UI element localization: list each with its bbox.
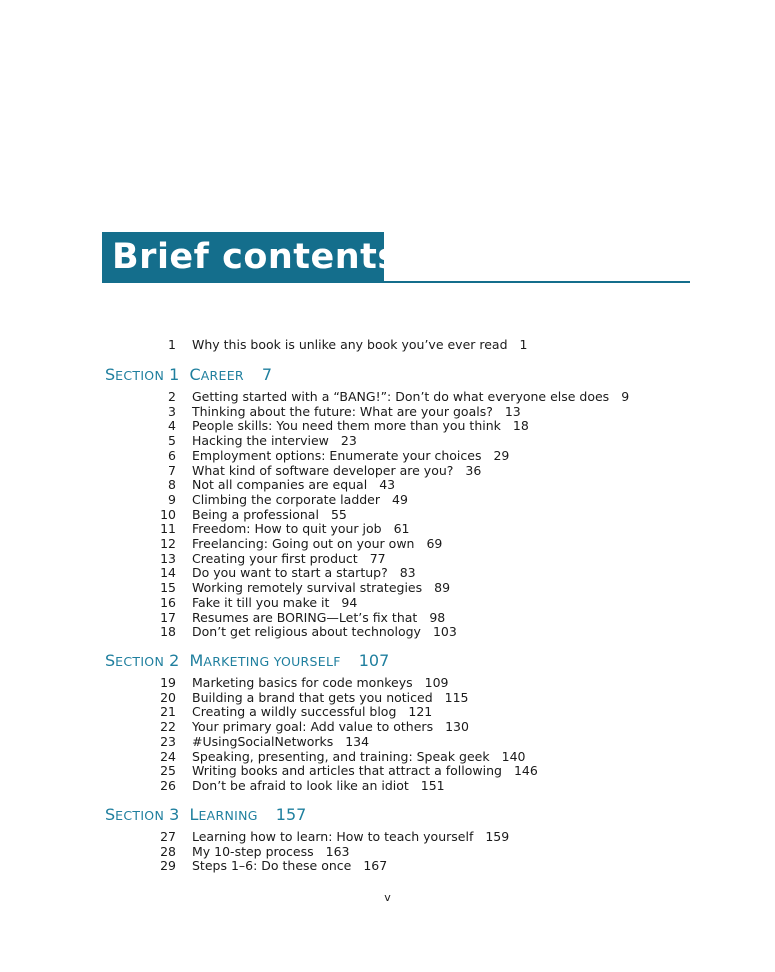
chapter-page: 146 [513, 763, 538, 778]
chapter-title[interactable]: Your primary goal: Add value to others 130 [192, 719, 469, 734]
chapter-title[interactable]: Being a professional 55 [192, 507, 347, 522]
section-page: 157 [275, 805, 307, 824]
chapter-number: 14 [160, 565, 176, 580]
chapter-title[interactable]: Marketing basics for code monkeys 109 [192, 675, 449, 690]
chapter-title[interactable]: Thinking about the future: What are your goals? 13 [192, 404, 521, 419]
chapter-page: 89 [434, 580, 451, 595]
chapter-page: 18 [512, 418, 529, 433]
chapter-title[interactable]: Creating a wildly successful blog 121 [192, 704, 433, 719]
chapter-number: 24 [160, 749, 176, 764]
chapter-page: 163 [325, 844, 350, 859]
chapter-title[interactable]: Climbing the corporate ladder 49 [192, 492, 408, 507]
chapter-page: 9 [621, 389, 630, 404]
chapter-number: 9 [168, 492, 176, 507]
chapter-page: 13 [504, 404, 521, 419]
chapter-number: 18 [160, 624, 176, 639]
section-name-small: AREER [200, 368, 244, 383]
chapter-page: 140 [501, 749, 526, 764]
section-page: 7 [261, 365, 273, 384]
chapter-page: 94 [341, 595, 358, 610]
chapter-page: 77 [369, 551, 386, 566]
chapter-title[interactable]: Freedom: How to quit your job 61 [192, 521, 410, 536]
chapter-number: 25 [160, 763, 176, 778]
chapter-number: 7 [168, 463, 176, 478]
chapter-number: 19 [160, 675, 176, 690]
chapter-page: 98 [429, 610, 446, 625]
chapter-number: 23 [160, 734, 176, 749]
chapter-title[interactable]: #UsingSocialNetworks 134 [192, 734, 370, 749]
section-name-head: L [189, 805, 199, 824]
chapter-title[interactable]: What kind of software developer are you? 36 [192, 463, 482, 478]
section-label-num: 2 [164, 651, 190, 670]
chapter-number: 26 [160, 778, 176, 793]
chapter-number: 3 [168, 404, 176, 419]
section-page: 107 [358, 651, 390, 670]
chapter-title[interactable]: Speaking, presenting, and training: Speak geek 140 [192, 749, 526, 764]
section-label-num: 3 [164, 805, 190, 824]
section-label-small: ECTION [115, 368, 165, 383]
section-label-head: S [105, 651, 116, 670]
chapter-number: 11 [160, 521, 176, 536]
chapter-title[interactable]: People skills: You need them more than you think 18 [192, 418, 529, 433]
chapter-number: 21 [160, 704, 176, 719]
title-rule [384, 281, 690, 283]
chapter-number: 6 [168, 448, 176, 463]
page-title: Brief contents [112, 237, 399, 277]
chapter-page: 43 [379, 477, 396, 492]
section-label-small: ECTION [115, 808, 165, 823]
chapter-page: 36 [465, 463, 482, 478]
section-label-num: 1 [164, 365, 190, 384]
chapter-number: 13 [160, 551, 176, 566]
chapter-title[interactable]: Working remotely survival strategies 89 [192, 580, 451, 595]
section-name-head: M [189, 651, 204, 670]
chapter-title[interactable]: Getting started with a “BANG!”: Don’t do what everyone else does 9 [192, 389, 630, 404]
chapter-page: 69 [426, 536, 443, 551]
section-heading[interactable] [105, 365, 272, 385]
chapter-page: 159 [485, 829, 510, 844]
chapter-page: 83 [399, 565, 416, 580]
chapter-title[interactable]: Why this book is unlike any book you’ve ever read 1 [192, 337, 528, 352]
chapter-number: 8 [168, 477, 176, 492]
chapter-number: 20 [160, 690, 176, 705]
chapter-page: 134 [345, 734, 370, 749]
chapter-page: 29 [493, 448, 510, 463]
page-title-banner [102, 232, 690, 283]
page-number: v [384, 891, 391, 904]
chapter-title[interactable]: Steps 1–6: Do these once 167 [192, 858, 388, 873]
chapter-number: 12 [160, 536, 176, 551]
chapter-page: 61 [393, 521, 410, 536]
chapter-title[interactable]: Writing books and articles that attract a following 146 [192, 763, 538, 778]
chapter-number: 15 [160, 580, 176, 595]
chapter-page: 115 [444, 690, 469, 705]
chapter-page: 121 [408, 704, 433, 719]
chapter-title[interactable]: My 10-step process 163 [192, 844, 350, 859]
chapter-title[interactable]: Hacking the interview 23 [192, 433, 357, 448]
chapter-number: 29 [160, 858, 176, 873]
chapter-page: 109 [424, 675, 449, 690]
section-heading[interactable] [105, 651, 389, 671]
chapter-page: 103 [432, 624, 457, 639]
section-label-head: S [105, 805, 116, 824]
chapter-title[interactable]: Don’t get religious about technology 103 [192, 624, 457, 639]
chapter-page: 1 [519, 337, 528, 352]
chapter-page: 167 [363, 858, 388, 873]
section-label-small: ECTION [115, 654, 165, 669]
chapter-page: 130 [445, 719, 469, 734]
chapter-number: 16 [160, 595, 176, 610]
section-name-small: EARNING [198, 808, 258, 823]
chapter-page: 49 [392, 492, 408, 507]
chapter-number: 2 [168, 389, 176, 404]
chapter-page: 151 [420, 778, 445, 793]
chapter-title[interactable]: Learning how to learn: How to teach yourself 159 [192, 829, 510, 844]
chapter-number: 17 [160, 610, 176, 625]
chapter-title[interactable]: Resumes are BORING—Let’s fix that 98 [192, 610, 446, 625]
section-heading[interactable] [105, 805, 306, 825]
chapter-title[interactable]: Not all companies are equal 43 [192, 477, 396, 492]
chapter-number: 1 [168, 337, 176, 352]
section-label-head: S [105, 365, 116, 384]
chapter-title[interactable]: Building a brand that gets you noticed 115 [192, 690, 469, 705]
page-title-box [102, 232, 399, 283]
section-name-small: ARKETING YOURSELF [203, 654, 341, 669]
chapter-title[interactable]: Employment options: Enumerate your choices 29 [192, 448, 510, 463]
chapter-page: 55 [330, 507, 347, 522]
chapter-page: 23 [340, 433, 357, 448]
section-name-head: C [189, 365, 201, 384]
chapter-number: 5 [168, 433, 176, 448]
chapter-number: 27 [160, 829, 176, 844]
chapter-title[interactable]: Fake it till you make it 94 [192, 595, 358, 610]
chapter-number: 22 [160, 719, 176, 734]
chapter-title[interactable]: Do you want to start a startup? 83 [192, 565, 416, 580]
chapter-number: 4 [168, 418, 176, 433]
chapter-number: 10 [160, 507, 176, 522]
chapter-number: 28 [160, 844, 176, 859]
chapter-title[interactable]: Creating your first product 77 [192, 551, 386, 566]
chapter-title[interactable]: Freelancing: Going out on your own 69 [192, 536, 443, 551]
chapter-title[interactable]: Don’t be afraid to look like an idiot 151 [192, 778, 445, 793]
